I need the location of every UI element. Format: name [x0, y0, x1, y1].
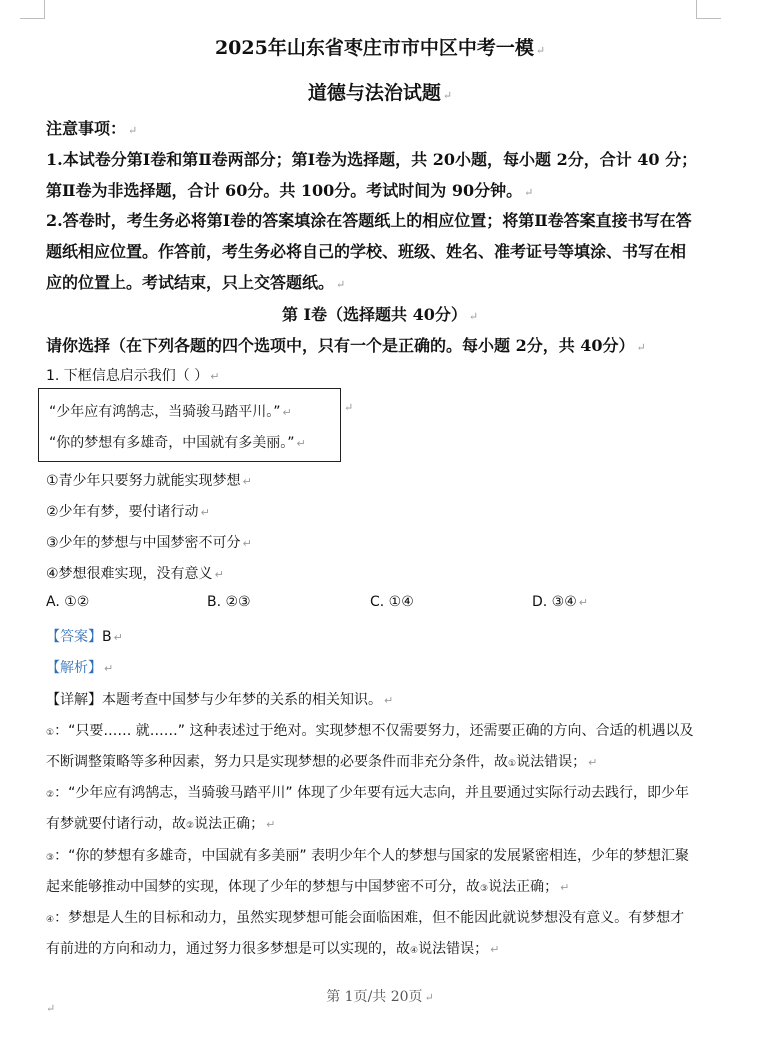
answer-tag: 【答案】: [46, 629, 102, 645]
notice-item1-line1: 1.本试卷分第Ⅰ卷和第Ⅱ卷两部分；第Ⅰ卷为选择题，共 20小题，每小题 2分，合计 40 分；: [46, 150, 698, 169]
analysis-line: 【解析】 ↵: [46, 660, 114, 676]
notice-heading: 注意事项： ↵: [46, 119, 138, 138]
quote-line-2: “你的梦想有多雄奇，中国就有多美丽。” ↵: [49, 435, 306, 451]
quote-box: [38, 388, 341, 462]
statement-3: ③少年的梦想与中国梦密不可分 ↵: [46, 535, 252, 551]
page-footer: 第 1页/共 20页 ↵: [326, 989, 434, 1005]
analysis-tag: 【解析】: [46, 660, 102, 676]
explanation-4-line1: ④：梦想是人生的目标和动力，虽然实现梦想可能会面临困难，但不能因此就说梦想没有意义。有梦想才: [46, 910, 685, 926]
notice-item2-line3: 应的位置上。考试结束，只上交答题纸。 ↵: [46, 273, 346, 292]
answer-value: B: [102, 629, 112, 645]
notice-item1-line2: 第Ⅱ卷为非选择题，合计 60分。共 100分。考试时间为 90分钟。 ↵: [46, 181, 534, 200]
explanation-4-line2: 有前进的方向和动力，通过努力很多梦想是可以实现的，故④说法错误； ↵: [46, 941, 500, 957]
quote-line-1: “少年应有鸿鹄志，当骑骏马踏平川。” ↵: [49, 404, 292, 420]
explanation-3-line2: 起来能够推动中国梦的实现，体现了少年的梦想与中国梦密不可分，故③说法正确； ↵: [46, 879, 570, 895]
section-title: 第 I卷（选择题共 40分） ↵: [281, 305, 479, 324]
statement-4: ④梦想很难实现，没有意义 ↵: [46, 566, 224, 582]
notice-item2-line2: 题纸相应位置。作答前，考生务必将自己的学校、班级、姓名、准考证号等填涂、书写在相: [46, 242, 687, 261]
option-c: C. ①④: [370, 594, 414, 610]
end-paragraph-mark: ↵: [46, 1002, 56, 1015]
notice-item2-line1: 2.答卷时，考生务必将第Ⅰ卷的答案填涂在答题纸上的相应位置；将第Ⅱ卷答案直接书写在答: [46, 211, 692, 230]
option-b: B. ②③: [207, 594, 251, 610]
detail-line: 【详解】本题考查中国梦与少年梦的关系的相关知识。 ↵: [46, 692, 394, 708]
explanation-1-line1: ①：“只要…… 就……” 这种表述过于绝对。实现梦想不仅需要努力，还需要正确的方向、合适的机遇以及: [46, 723, 694, 739]
box-paragraph-mark: ↵: [344, 401, 354, 414]
statement-1: ①青少年只要努力就能实现梦想 ↵: [46, 473, 252, 489]
option-a: A. ①②: [46, 594, 90, 610]
section-instruction: 请你选择（在下列各题的四个选项中，只有一个是正确的。每小题 2分，共 40分） ↵: [46, 336, 646, 355]
explanation-3-line1: ③：“你的梦想有多雄奇，中国就有多美丽” 表明少年个人的梦想与国家的发展紧密相连，少年的梦想汇聚: [46, 848, 690, 864]
statement-2: ②少年有梦，要付诸行动 ↵: [46, 504, 210, 520]
explanation-2-line2: 有梦就要付诸行动，故②说法正确； ↵: [46, 816, 276, 832]
option-d: D. ③④ ↵: [532, 594, 589, 610]
explanation-2-line1: ②：“少年应有鸿鹄志，当骑骏马踏平川” 体现了少年要有远大志向，并且要通过实际行动去践行，即少年: [46, 785, 690, 801]
exam-title: 2025年山东省枣庄市市中区中考一模 ↵: [214, 37, 546, 59]
corner-crop-mark-right: [696, 0, 721, 19]
exam-subtitle: 道德与法治试题 ↵: [307, 82, 453, 104]
explanation-1-line2: 不断调整策略等多种因素，努力只是实现梦想的必要条件而非充分条件，故①说法错误； ↵: [46, 754, 598, 770]
question-stem: 1. 下框信息启示我们（ ） ↵: [46, 368, 220, 384]
corner-crop-mark-left: [20, 0, 45, 19]
answer-line: 【答案】B ↵: [46, 629, 123, 645]
